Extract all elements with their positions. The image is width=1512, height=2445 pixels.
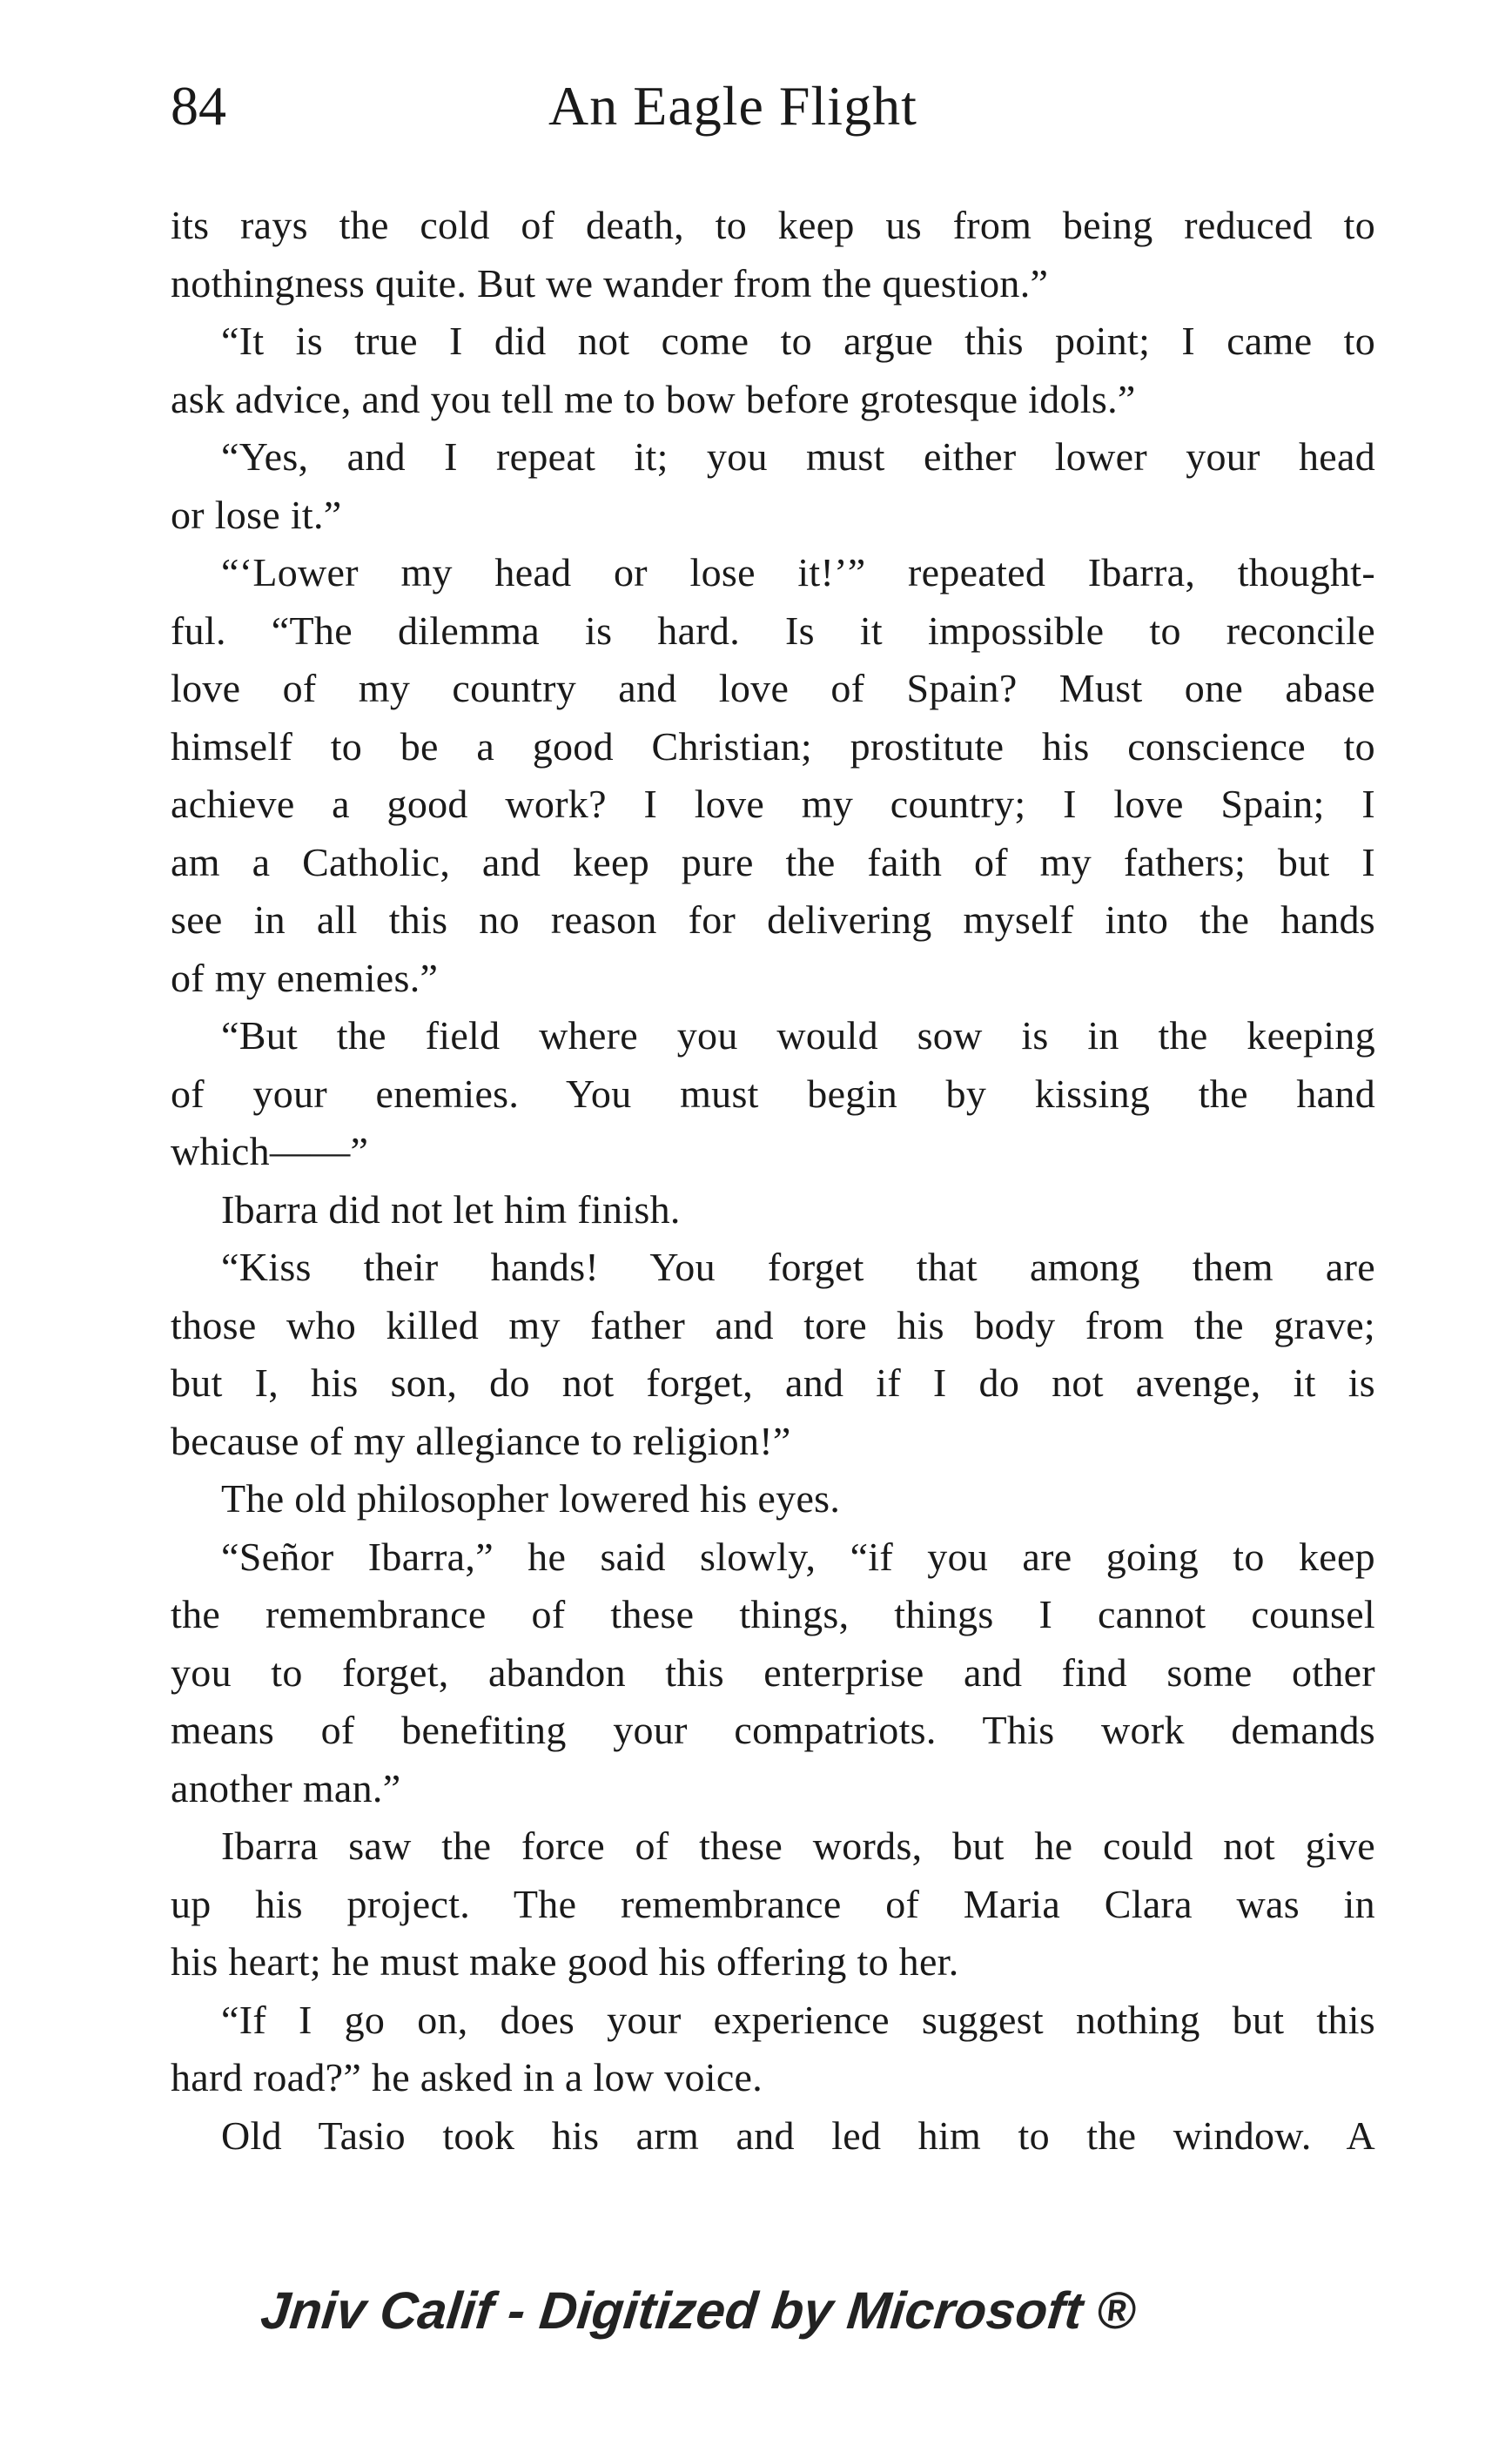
text-line: the remembrance of these things, things I cannot counsel [171, 1592, 1375, 1636]
text-line: ful. “The dilemma is hard. Is it impossible to reconcile [171, 608, 1375, 653]
text-line: up his project. The remembrance of Maria Clara was in [171, 1881, 1375, 1926]
text-line: because of my allegiance to religion!” [171, 1418, 791, 1463]
text-line: “Señor Ibarra,” he said slowly, “if you are going to keep [221, 1534, 1375, 1579]
text-line: “If I go on, does your experience suggest nothing but this [221, 1997, 1375, 2042]
text-line: “Yes, and I repeat it; you must either lower your head [221, 434, 1375, 479]
text-line: love of my country and love of Spain? Must one abase [171, 666, 1375, 710]
body-text [171, 197, 1375, 2165]
text-line: but I, his son, do not forget, and if I do not avenge, it is [171, 1360, 1375, 1405]
text-line: nothingness quite. But we wander from the question.” [171, 260, 1049, 306]
running-title: An Eagle Flight [548, 75, 917, 137]
text-line: those who killed my father and tore his body from the grave; [171, 1302, 1375, 1347]
text-line: hard road?” he asked in a low voice. [171, 2055, 763, 2099]
page-number: 84 [171, 75, 226, 137]
text-line: or lose it.” [171, 492, 342, 537]
text-line: see in all this no reason for delivering myself into the hands [171, 897, 1375, 942]
text-line: of my enemies.” [171, 955, 439, 1000]
text-line: his heart; he must make good his offering to her. [171, 1939, 959, 1984]
text-line: another man.” [171, 1765, 401, 1810]
text-line: of your enemies. You must begin by kissing the hand [171, 1071, 1375, 1116]
text-line: Ibarra saw the force of these words, but he could not give [221, 1824, 1375, 1868]
text-line: achieve a good work? I love my country; I love Spain; I [171, 782, 1375, 826]
text-line: which——” [171, 1129, 369, 1173]
digitization-watermark: Jniv Calif - Digitized by Microsoft ® [258, 2281, 1139, 2340]
text-line: The old philosopher lowered his eyes. [221, 1476, 841, 1521]
text-line: ask advice, and you tell me to bow before grotesque idols.” [171, 376, 1136, 421]
text-line: “‘Lower my head or lose it!’” repeated Ibarra, thought- [221, 550, 1375, 594]
text-line: am a Catholic, and keep pure the faith of my fathers; but I [171, 839, 1375, 884]
text-line: “But the field where you would sow is in the keeping [221, 1013, 1375, 1058]
text-line: its rays the cold of death, to keep us from being reduced to [171, 203, 1375, 247]
text-line: “It is true I did not come to argue this point; I came to [221, 319, 1375, 363]
text-line: Old Tasio took his arm and led him to the window. A [221, 2113, 1375, 2158]
text-line: Ibarra did not let him finish. [221, 1186, 681, 1232]
text-line: himself to be a good Christian; prostitute his conscience to [171, 723, 1375, 769]
text-line: you to forget, abandon this enterprise and find some other [171, 1649, 1375, 1695]
text-line: means of benefiting your compatriots. This work demands [171, 1708, 1375, 1752]
text-line: “Kiss their hands! You forget that among them are [221, 1245, 1375, 1289]
